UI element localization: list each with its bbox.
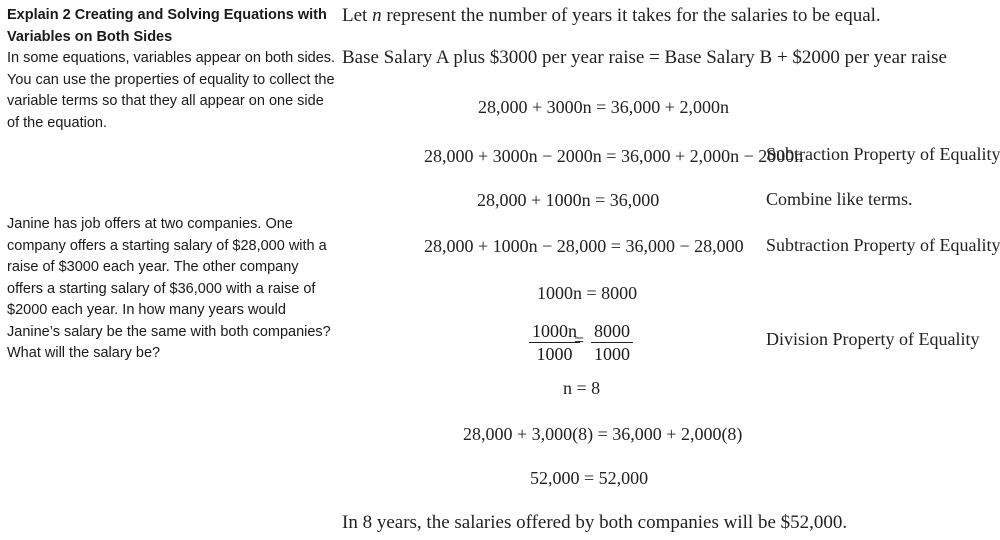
reason-division: Division Property of Equality [766, 329, 980, 349]
fraction-left [529, 320, 580, 365]
reason-step-3: Combine like terms. [766, 189, 913, 209]
explain-section [7, 5, 337, 134]
fraction-right-denominator: 1000 [594, 344, 630, 364]
verbal-equation: Base Salary A plus $3000 per year raise = Base Salary B + $2000 per year raise [342, 47, 947, 68]
let-suffix: represent the number of years it takes for the salaries to be equal. [381, 5, 881, 26]
fraction-right [591, 320, 633, 365]
fraction-right-numerator: 8000 [591, 320, 633, 343]
let-statement [342, 5, 881, 27]
check-equation-2: 52,000 = 52,000 [530, 468, 649, 488]
conclusion-text: In 8 years, the salaries offered by both companies will be $52,000. [342, 512, 848, 533]
equation-step-1: 28,000 + 3000n = 36,000 + 2,000n [478, 97, 729, 117]
result-equation: n = 8 [563, 378, 601, 398]
problem-text: Janine has job offers at two companies. One company offers a starting salary of $28,000 with a raise of $3000 each year. The other company offers a starting salary of $36,000 with a raise of $2000 each year. In how many years would Janine’s salary be the same with both companies? What will the salary be? [7, 216, 331, 361]
reason-step-2: Subtraction Property of Equality [766, 144, 1000, 164]
let-variable: n [372, 5, 382, 26]
equation-step-5: 1000n = 8000 [537, 283, 638, 303]
fraction-left-numerator: 1000n [529, 320, 580, 343]
equation-step-3: 28,000 + 1000n = 36,000 [477, 190, 660, 210]
equation-step-4: 28,000 + 1000n − 28,000 = 36,000 − 28,000 [424, 236, 744, 256]
check-equation-1: 28,000 + 3,000(8) = 36,000 + 2,000(8) [463, 424, 743, 444]
let-prefix: Let [342, 5, 373, 26]
intro-text: In some equations, variables appear on both sides. You can use the properties of equality to collect the variable terms so that they all appear on one side of the equation. [7, 50, 336, 131]
equation-step-2: 28,000 + 3000n − 2000n = 36,000 + 2,000n − 2000n [424, 146, 804, 166]
fraction-equals: = [574, 330, 585, 350]
fraction-left-denominator: 1000 [536, 344, 573, 364]
reason-step-4: Subtraction Property of Equality [766, 235, 1000, 255]
section-title: Explain 2 Creating and Solving Equations with Variables on Both Sides [7, 7, 327, 45]
